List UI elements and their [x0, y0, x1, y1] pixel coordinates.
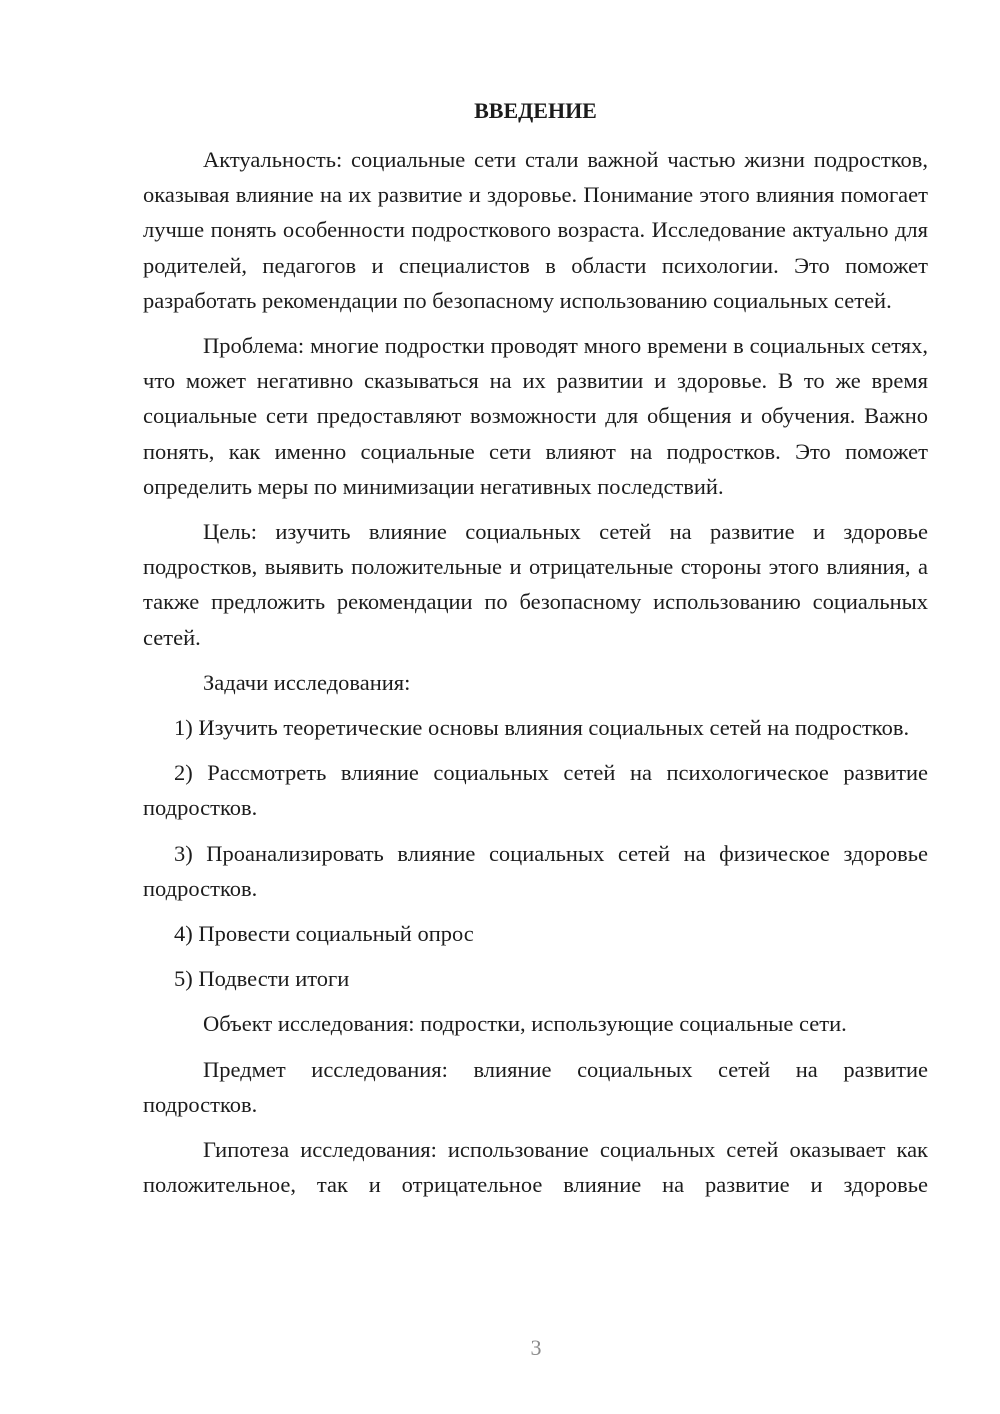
task-item-3: 3) Проанализировать влияние социальных сетей на физическое здоровье подростков. [143, 840, 928, 901]
task-item-2: 2) Рассмотреть влияние социальных сетей на психологическое развитие подростков. [143, 760, 928, 821]
paragraph-problem: Проблема: многие подростки проводят много времени в социальных сетях, что может негативно сказываться на их развитии и здоровье. В то же время социальные сети предоставляют возможности для общения и обучения. Важно понять, как именно социальные сети влияют на подростков. Это поможет определить меры по минимизации негативных последствий. [143, 333, 928, 499]
body-text [143, 142, 928, 1212]
page-number: 3 [530, 1335, 542, 1360]
paragraph-subject: Предмет исследования: влияние социальных сетей на развитие подростков. [143, 1056, 928, 1117]
task-item-4: 4) Провести социальный опрос [174, 921, 474, 947]
paragraph-relevance: Актуальность: социальные сети стали важной частью жизни подростков, оказывая влияние на их развитие и здоровье. Понимание этого влияния помогает лучше понять особенности подросткового возраста. Исследование актуально для родителей, педагогов и специалистов в области психологии. Это поможет разработать рекомендации по безопасному использованию социальных сетей. [143, 147, 928, 313]
page-title: ВВЕДЕНИЕ [474, 98, 597, 123]
paragraph-goal: Цель: изучить влияние социальных сетей на развитие и здоровье подростков, выявить положительные и отрицательные стороны этого влияния, а также предложить рекомендации по безопасному использованию социальных сетей. [143, 519, 928, 650]
paragraph-object: Объект исследования: подростки, использующие социальные сети. [203, 1011, 847, 1037]
task-item-1: 1) Изучить теоретические основы влияния социальных сетей на подростков. [174, 715, 910, 741]
tasks-heading: Задачи исследования: [203, 669, 411, 695]
paragraph-hypothesis: Гипотеза исследования: использование социальных сетей оказывает как положительное, так и отрицательное влияние на развитие и здоровье [143, 1137, 928, 1198]
task-item-5: 5) Подвести итоги [174, 966, 350, 992]
